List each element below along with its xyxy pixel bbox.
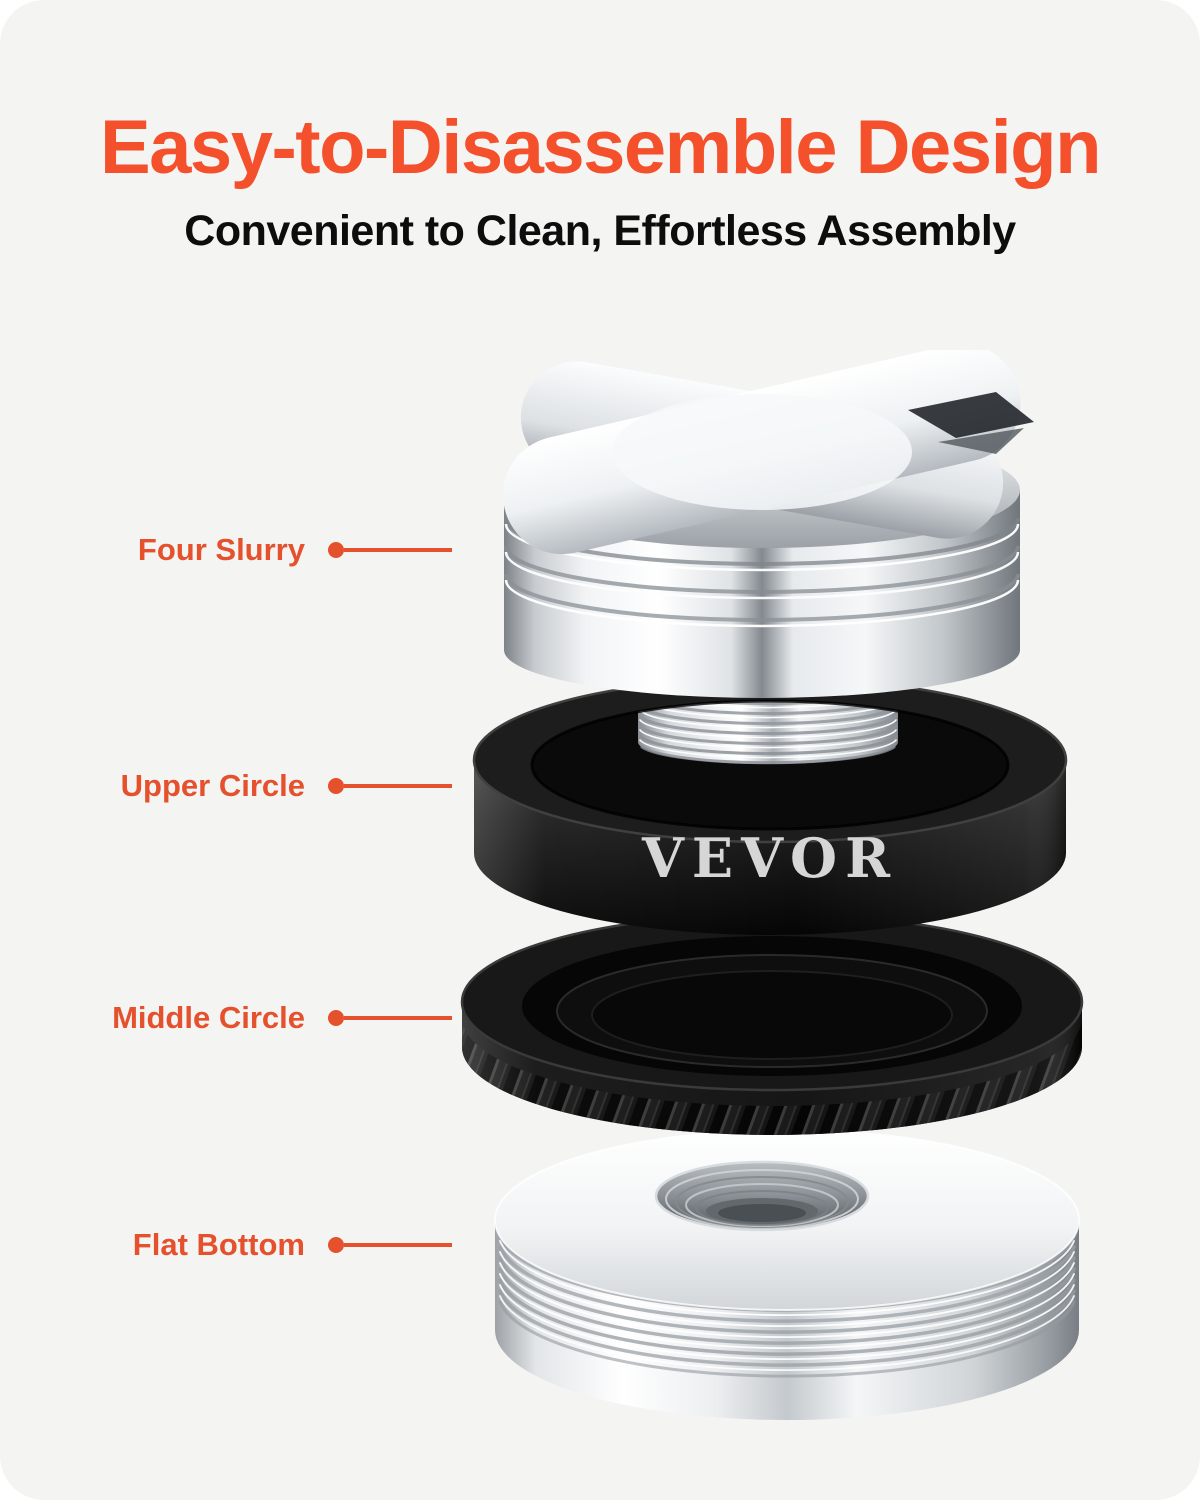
leader-line bbox=[344, 1243, 452, 1247]
product-illustration bbox=[440, 350, 1100, 1440]
brand-logo-text: VEVOR bbox=[642, 826, 898, 890]
callout-label: Middle Circle bbox=[112, 1000, 305, 1035]
callout-label: Flat Bottom bbox=[132, 1227, 305, 1262]
callout-middle-circle bbox=[0, 998, 452, 1038]
callout-upper-circle bbox=[0, 766, 452, 806]
leader-dot-icon bbox=[328, 1010, 344, 1026]
base-center-hole bbox=[656, 1162, 868, 1230]
leader-line bbox=[344, 548, 452, 552]
leader-line bbox=[344, 784, 452, 788]
leader-dot-icon bbox=[328, 542, 344, 558]
callout-label: Four Slurry bbox=[137, 532, 305, 567]
page-title: Easy-to-Disassemble Design bbox=[99, 105, 1101, 190]
leader-line bbox=[344, 1016, 452, 1020]
callout-flat-bottom bbox=[0, 1225, 452, 1265]
leader-dot-icon bbox=[328, 1237, 344, 1253]
leader-dot-icon bbox=[328, 778, 344, 794]
callout-four-slurry bbox=[0, 530, 452, 570]
product-part-top-knob bbox=[491, 350, 1034, 698]
product-part-flat-base bbox=[495, 1130, 1079, 1420]
page-subtitle: Convenient to Clean, Effortless Assembly bbox=[184, 207, 1016, 255]
product-part-knurled-ring bbox=[462, 914, 1082, 1135]
callout-label: Upper Circle bbox=[120, 768, 305, 803]
